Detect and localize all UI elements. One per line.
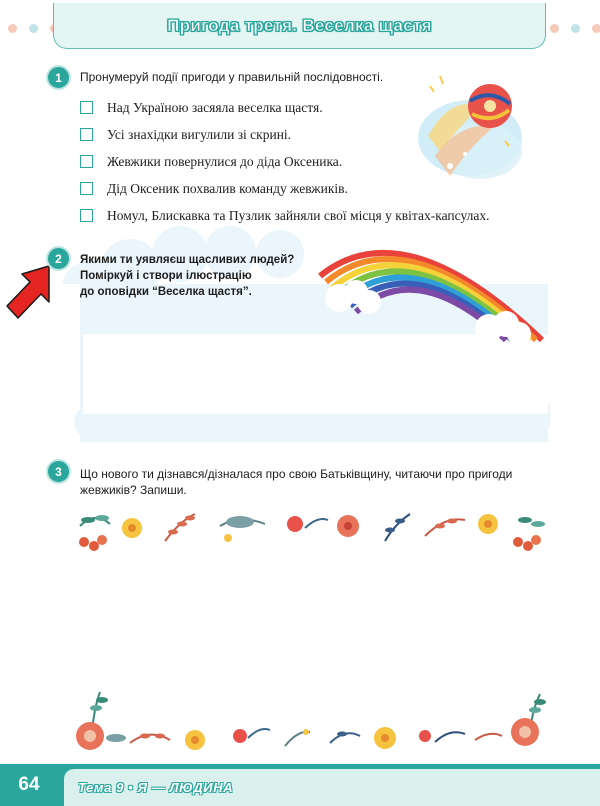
task-1-instruction: Пронумеруй події пригоди у правильній послідовності. [80,70,384,84]
task-2-line: до оповідки “Веселка щастя”. [80,286,252,298]
list-item-text: Над Україною засяяла веселка щастя. [107,99,323,115]
list-item-text: Усі знахідки вигулили зі скрині. [107,126,292,142]
page-header [53,3,546,49]
red-arrow-icon [4,264,52,322]
task-3-line: жевжиків? Запиши. [80,483,187,497]
list-item-text: Жевжики повернулися до діда Оксеника. [107,153,343,169]
floral-border-bottom [70,688,550,756]
task-3-text [80,466,548,498]
number-box[interactable] [80,209,93,222]
task-3-line: Що нового ти дізнався/дізналася про свою Батьківщину, читаючи про пригоди [80,467,513,481]
task-2-text [80,252,294,300]
number-box[interactable] [80,128,93,141]
page-number: 64 [0,764,58,806]
task-2-line: Поміркуй і створи ілюстрацію [80,270,252,282]
footer-theme: Тема 9 • Я — ЛЮДИНА [78,780,234,795]
top-dots-right [550,24,600,33]
list-item-text: Номул, Блискавка та Пузлик зайняли свої місця у квітах-капсулах. [107,207,490,223]
task-1-number: 1 [46,65,71,90]
task-2-line: Якими ти уявляєш щасливих людей? [80,254,295,266]
capsule-illustration [410,66,525,191]
number-box[interactable] [80,155,93,168]
task-2-number: 2 [46,246,71,271]
top-dots-left [8,24,59,33]
floral-border-top [70,506,550,556]
number-box[interactable] [80,182,93,195]
footer-theme-box [64,769,600,806]
number-box[interactable] [80,101,93,114]
list-item-text: Дід Оксеник похвалив команду жевжиків. [107,180,348,196]
task-3-number: 3 [46,459,71,484]
rainbow-illustration [314,228,546,343]
page-title: Пригода третя. Веселка щастя [167,15,432,35]
